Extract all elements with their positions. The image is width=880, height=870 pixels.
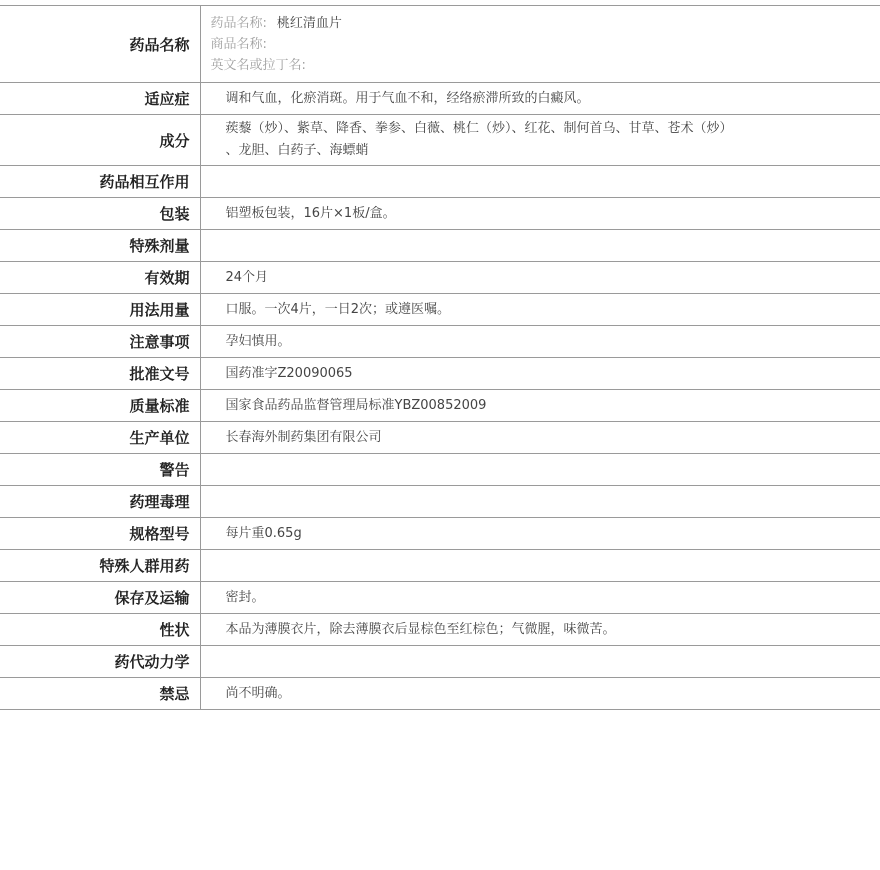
- storage-label: 保存及运输: [0, 582, 200, 614]
- drug-name-cell: [200, 6, 880, 83]
- row-description: [0, 614, 880, 646]
- packaging-value: 铝塑板包装，16片×1板/盒。: [200, 198, 880, 230]
- special-dosage-value: [200, 230, 880, 262]
- warning-label: 警告: [0, 454, 200, 486]
- row-indications: [0, 83, 880, 115]
- row-warning: [0, 454, 880, 486]
- pharmacology-label: 药理毒理: [0, 486, 200, 518]
- english-name-line: [211, 55, 880, 76]
- quality-standard-value: 国家食品药品监督管理局标准YBZ00852009: [200, 390, 880, 422]
- ingredients-value: [200, 115, 880, 166]
- trade-name-label: 商品名称:: [210, 36, 267, 52]
- pharmacokinetics-label: 药代动力学: [0, 646, 200, 678]
- generic-name-value: 桃红清血片: [276, 15, 342, 31]
- row-pharmacology: [0, 486, 880, 518]
- row-quality-standard: [0, 390, 880, 422]
- special-populations-label: 特殊人群用药: [0, 550, 200, 582]
- row-special-dosage: [0, 230, 880, 262]
- row-interactions: [0, 166, 880, 198]
- packaging-label: 包装: [0, 198, 200, 230]
- special-dosage-label: 特殊剂量: [0, 230, 200, 262]
- indications-value: 调和气血，化瘀消斑。用于气血不和，经络瘀滞所致的白癜风。: [200, 83, 880, 115]
- row-pharmacokinetics: [0, 646, 880, 678]
- ingredients-line-2: 、龙胆、白药子、海螵蛸: [225, 143, 369, 158]
- approval-number-value: 国药准字Z20090065: [200, 358, 880, 390]
- quality-standard-label: 质量标准: [0, 390, 200, 422]
- row-storage: [0, 582, 880, 614]
- english-name-label: 英文名或拉丁名:: [210, 57, 306, 73]
- contraindications-value: 尚不明确。: [200, 678, 880, 710]
- row-manufacturer: [0, 422, 880, 454]
- pharmacology-value: [200, 486, 880, 518]
- specification-label: 规格型号: [0, 518, 200, 550]
- pharmacokinetics-value: [200, 646, 880, 678]
- special-populations-value: [200, 550, 880, 582]
- interactions-value: [200, 166, 880, 198]
- row-dosage: [0, 294, 880, 326]
- specification-value: 每片重0.65g: [200, 518, 880, 550]
- generic-name-label: 药品名称:: [210, 15, 267, 31]
- row-precautions: [0, 326, 880, 358]
- description-value: 本品为薄膜衣片，除去薄膜衣后显棕色至红棕色；气微腥，味微苦。: [200, 614, 880, 646]
- row-packaging: [0, 198, 880, 230]
- shelf-life-value: 24个月: [200, 262, 880, 294]
- ingredients-label: 成分: [0, 115, 200, 166]
- row-approval-number: [0, 358, 880, 390]
- interactions-label: 药品相互作用: [0, 166, 200, 198]
- row-contraindications: [0, 678, 880, 710]
- manufacturer-label: 生产单位: [0, 422, 200, 454]
- dosage-value: 口服。一次4片，一日2次；或遵医嘱。: [200, 294, 880, 326]
- row-shelf-life: [0, 262, 880, 294]
- ingredients-line-1: 蒺藜（炒）、紫草、降香、拳参、白薇、桃仁（炒）、红花、制何首乌、甘草、苍术（炒）: [225, 121, 733, 136]
- description-label: 性状: [0, 614, 200, 646]
- warning-value: [200, 454, 880, 486]
- row-special-populations: [0, 550, 880, 582]
- row-drug-name: [0, 6, 880, 83]
- storage-value: 密封。: [200, 582, 880, 614]
- shelf-life-label: 有效期: [0, 262, 200, 294]
- drug-info-table: [0, 5, 880, 710]
- approval-number-label: 批准文号: [0, 358, 200, 390]
- generic-name-line: [211, 13, 880, 34]
- manufacturer-value: 长春海外制药集团有限公司: [200, 422, 880, 454]
- row-specification: [0, 518, 880, 550]
- drug-name-label: 药品名称: [0, 6, 200, 83]
- precautions-value: 孕妇慎用。: [200, 326, 880, 358]
- trade-name-line: [211, 34, 880, 55]
- dosage-label: 用法用量: [0, 294, 200, 326]
- contraindications-label: 禁忌: [0, 678, 200, 710]
- indications-label: 适应症: [0, 83, 200, 115]
- precautions-label: 注意事项: [0, 326, 200, 358]
- row-ingredients: [0, 115, 880, 166]
